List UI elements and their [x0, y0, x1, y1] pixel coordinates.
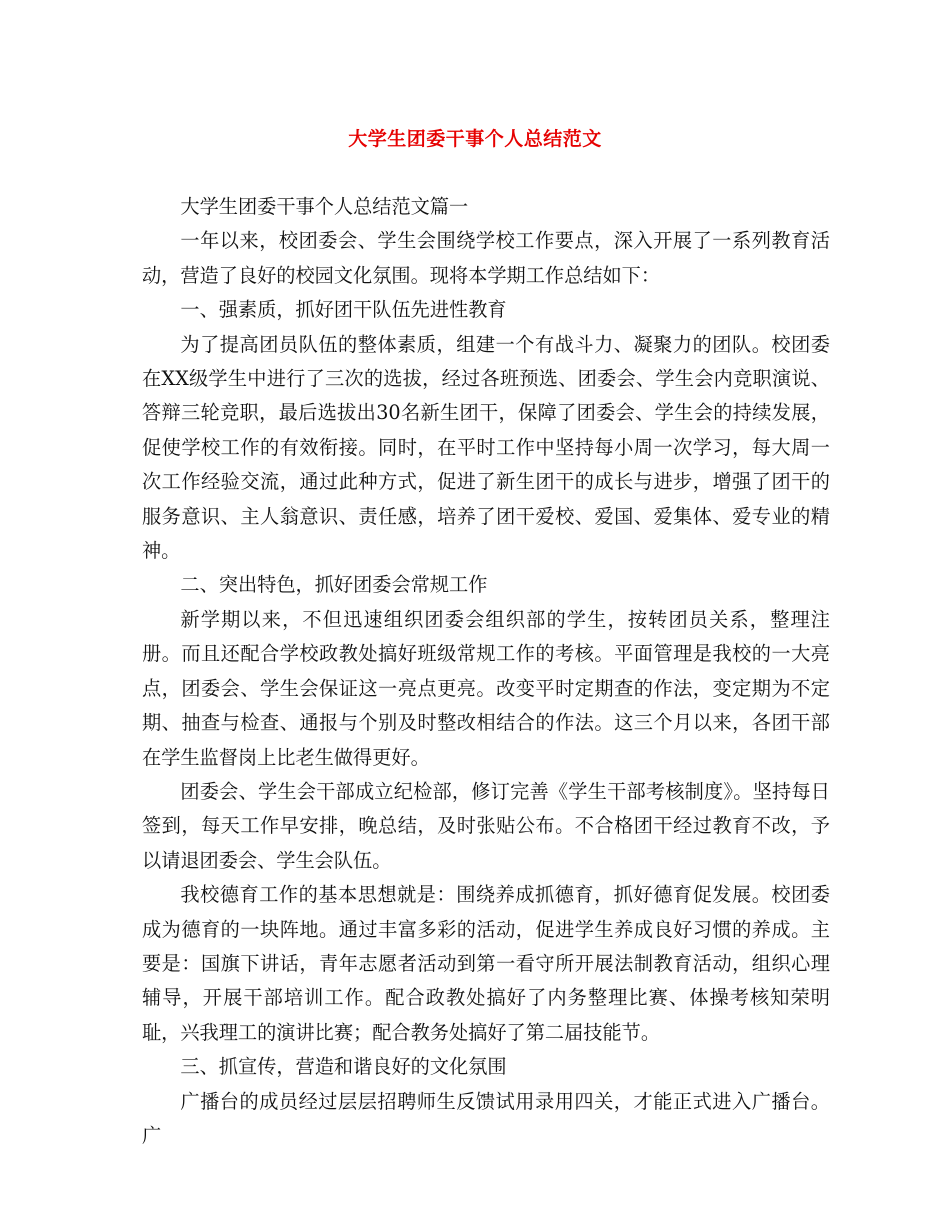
paragraph: 新学期以来，不但迅速组织团委会组织部的学生，按转团员关系，整理注册。而且还配合学校政教处搞好班级常规工作的考核。平面管理是我校的一大亮点，团委会、学生会保证这一亮点更亮。改变平时定期查的作法，变定期为不定期、抽查与检查、通报与个别及时整改相结合的作法。这三个月以来，各团干部在学生监督岗上比老生做得更好。	[142, 607, 830, 769]
paragraph: 团委会、学生会干部成立纪检部，修订完善《学生干部考核制度》。坚持每日签到，每天工作早安排，晚总结，及时张贴公布。不合格团干经过教育不改，予以请退团委会、学生会队伍。	[142, 779, 830, 872]
section-heading: 三、抓宣传，营造和谐良好的文化氛围	[180, 1055, 507, 1079]
paragraph: 广播台的成员经过层层招聘师生反馈试用录用四关，才能正式进入广播台。广	[142, 1089, 830, 1147]
document-title: 大学生团委干事个人总结范文	[348, 128, 602, 150]
document-body	[142, 190, 830, 1153]
paragraph: 我校德育工作的基本思想就是：围绕养成抓德育，抓好德育促发展。校团委成为德育的一块阵地。通过丰富多彩的活动，促进学生养成良好习惯的养成。主要是：国旗下讲话，青年志愿者活动到第一看守所开展法制教育活动，组织心理辅导，开展干部培训工作。配合政教处搞好了内务整理比赛、体操考核知荣明耻，兴我理工的演讲比赛；配合教务处搞好了第二届技能节。	[142, 883, 830, 1044]
section-heading: 二、突出特色，抓好团委会常规工作	[180, 573, 488, 597]
section-heading: 一、强素质，抓好团干队伍先进性教育	[180, 298, 507, 322]
paragraph: 为了提高团员队伍的整体素质，组建一个有战斗力、凝聚力的团队。校团委在XX级学生中进行了三次的选拔，经过各班预选、团委会、学生会内竞职演说、答辩三轮竞职，最后选拔出30名新生团干，保障了团委会、学生会的持续发展，促使学校工作的有效衔接。同时，在平时工作中坚持每小周一次学习，每大周一次工作经验交流，通过此种方式，促进了新生团干的成长与进步，增强了团干的服务意识、主人翁意识、责任感，培养了团干爱校、爱国、爱集体、爱专业的精神。	[142, 332, 830, 563]
paragraph: 一年以来，校团委会、学生会围绕学校工作要点，深入开展了一系列教育活动，营造了良好的校园文化氛围。现将本学期工作总结如下：	[142, 229, 830, 287]
section-heading: 大学生团委干事个人总结范文篇一	[180, 195, 469, 218]
